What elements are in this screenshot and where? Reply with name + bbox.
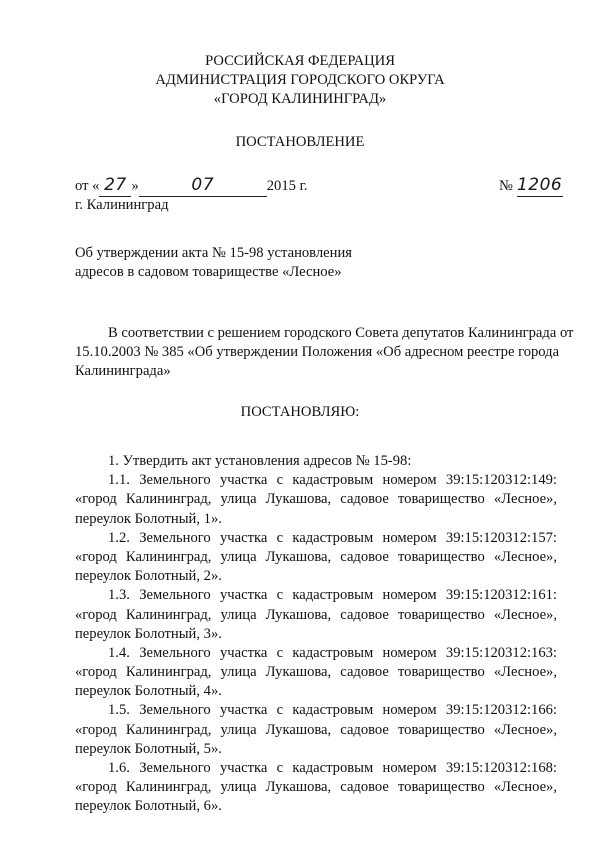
subitem-line-1: 1.5. Земельного участка с кадастровым номером 39:15:120312:166: [108,702,557,719]
list-item [75,644,557,702]
subitem-line-2: «город Калининград, улица Лукашова, садовое товарищество «Лесное», [75,721,557,738]
subitem-line-3: переулок Болотный, 4». [75,683,222,700]
subitem-line-2: «город Калининград, улица Лукашова, садовое товарищество «Лесное», [75,548,557,565]
list-item [75,529,557,587]
preamble [75,324,574,382]
date-prefix: от « [75,178,100,194]
date-month-field [139,176,267,197]
item-1: 1. Утвердить акт установления адресов № 15-98: [108,453,412,469]
preamble-line-2: 15.10.2003 № 385 «Об утверждении Положения «Об адресном реестре города [75,344,560,361]
number-field [517,176,563,197]
subitem-line-1: 1.6. Земельного участка с кадастровым номером 39:15:120312:168: [108,760,557,776]
subitem-line-3: переулок Болотный, 3». [75,625,222,642]
subitem-line-2: «город Калининград, улица Лукашова, садовое товарищество «Лесное», [75,779,557,796]
date-day: 27 [104,175,127,195]
subitem-line-3: переулок Болотный, 2». [75,568,222,585]
subitem-line-2: «город Калининград, улица Лукашова, садовое товарищество «Лесное», [75,606,557,623]
subitem-line-3: переулок Болотный, 1». [75,510,222,527]
preamble-line-3: Калининграда» [75,363,171,380]
number-value: 1206 [516,175,563,195]
subitem-line-1: 1.2. Земельного участка с кадастровым номером 39:15:120312:157: [108,529,557,546]
list-item [75,586,557,644]
date-year: 2015 г. [266,178,308,194]
subitem-line-3: переулок Болотный, 5». [75,740,222,757]
date-day-close: » [131,178,139,194]
number-label: № [499,178,513,194]
date-month: 07 [191,175,215,195]
list-item [75,759,557,817]
header-city: «ГОРОД КАЛИНИНГРАД» [213,91,387,107]
document-number [499,176,563,197]
list-item [75,471,557,529]
date-day-field [99,176,131,197]
header-country: РОССИЙСКАЯ ФЕДЕРАЦИЯ [205,53,395,69]
subitem-line-2: «город Калининград, улица Лукашова, садовое товарищество «Лесное», [75,491,557,508]
subitem-line-1: 1.3. Земельного участка с кадастровым номером 39:15:120312:161: [108,587,557,604]
document-type: ПОСТАНОВЛЕНИЕ [235,134,365,150]
decree-word: ПОСТАНОВЛЯЮ: [240,404,360,420]
subject-line-1: Об утверждении акта № 15-98 установления [75,245,352,261]
subitem-line-3: переулок Болотный, 6». [75,798,222,815]
preamble-line-1: В соответствии с решением городского Совета депутатов Калининграда от [108,325,574,341]
subject-line-2: адресов в садовом товариществе «Лесное» [75,264,342,280]
decree-items [75,452,557,817]
subitem-line-1: 1.4. Земельного участка с кадастровым номером 39:15:120312:163: [108,644,557,661]
list-item [75,701,557,759]
subitem-line-1: 1.1. Земельного участка с кадастровым номером 39:15:120312:149: [108,472,557,489]
header-administration: АДМИНИСТРАЦИЯ ГОРОДСКОГО ОКРУГА [155,72,445,88]
city-line: г. Калининград [75,197,169,213]
subitem-line-2: «город Калининград, улица Лукашова, садовое товарищество «Лесное», [75,664,557,681]
